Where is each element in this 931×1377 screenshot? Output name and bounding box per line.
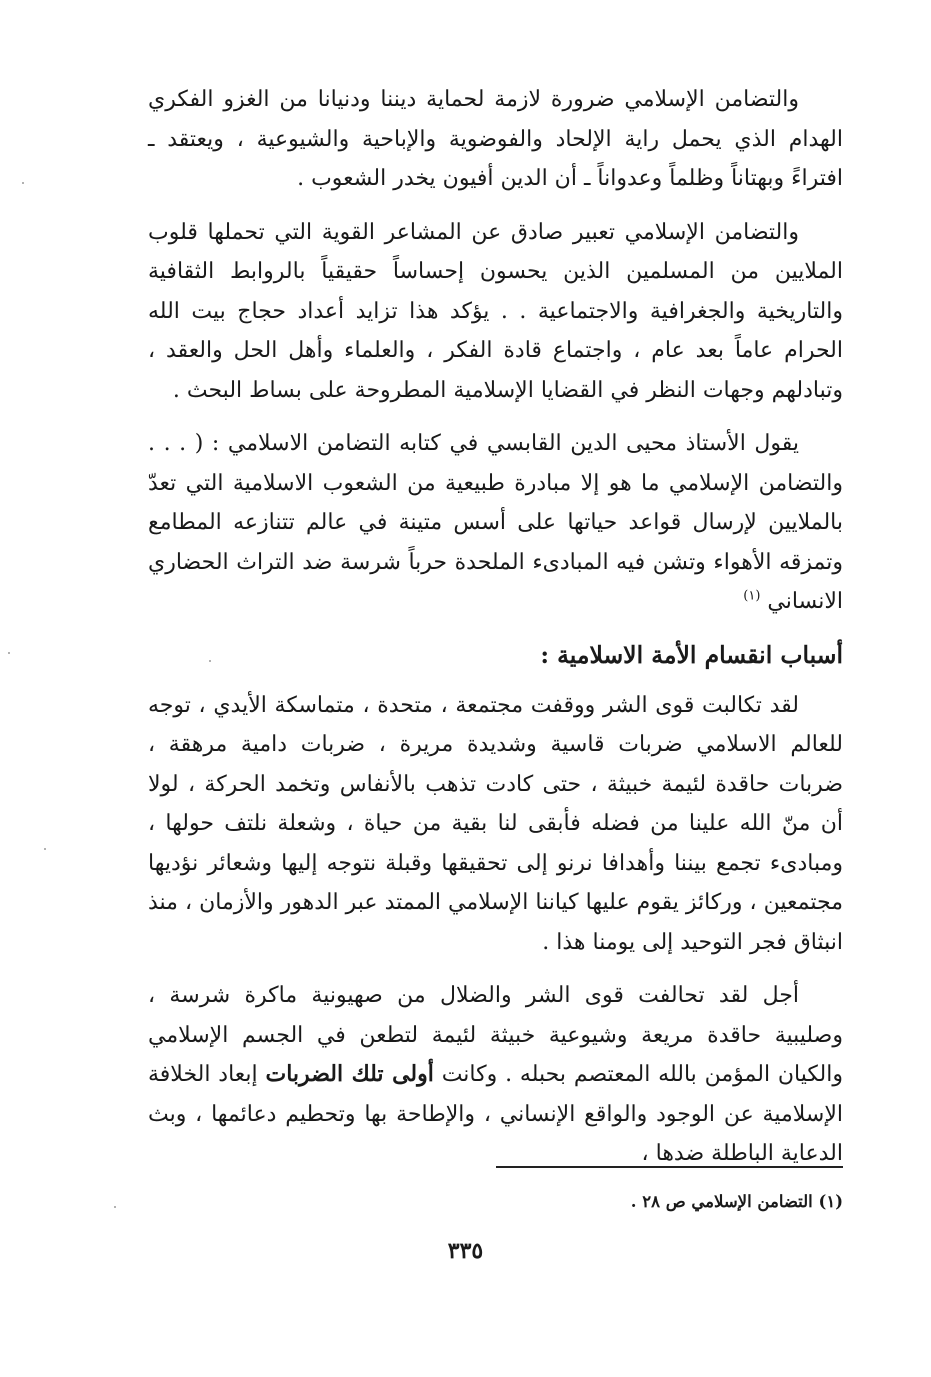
paragraph-5 [148,976,843,1174]
footnote-marker: (١) [818,1192,843,1211]
page-number: ٣٣٥ [447,1238,484,1264]
section-heading: أسباب انقسام الأمة الاسلامية : [540,640,843,669]
scan-speck [8,652,10,654]
paragraph-4-text: لقد تكالبت قوى الشر ووقفت مجتمعة ، متحدة ، متماسكة الأيدي ، توجه للعالم الاسلامي ضربات قاسية وشديدة مريرة ، ضربات دامية مرهقة ، ضربات حاقدة لئيمة خبيثة ، حتى كادت تذهب بالأنفاس وتخمد الحركة ، لولا أن منّ الله علينا من فضله فأبقى لنا بقية من حياة ، وشعلة نلتف حولها ، ومبادىء تجمع بيننا وأهدافا نرنو إلى تحقيقها وقبلة نتوجه إليها وشعائر نؤديها مجتمعين ، وركائز يقوم عليها كياننا الإسلامي الممتد عبر الدهور والأزمان ، منذ انبثاق فجر التوحيد إلى يومنا هذا . [148,692,843,955]
paragraph-4 [148,686,843,963]
scan-speck [22,182,24,184]
scan-speck [209,660,211,662]
footnote-text: التضامن الإسلامي ص ٢٨ . [630,1192,813,1211]
scan-speck [44,848,46,850]
paragraph-5-text-end: إبعاد الخلافة الإسلامية عن الوجود والواقع الإنساني ، والإطاحة بها وتحطيم دعائمها ، وبث الدعاية الباطلة ضدها ، [148,1062,843,1166]
paragraph-5-text-start: أجل لقد تحالفت قوى الشر والضلال من صهيونية ماكرة شرسة ، وصليبية حاقدة مريعة وشيوعية خبيثة لئيمة لتطعن في الجسم الإسلامي والكيان المؤمن بالله المعتصم بحبله . وكانت [148,983,843,1087]
paragraph-1-text: والتضامن الإسلامي ضرورة لازمة لحماية ديننا ودنيانا من الغزو الفكري الهدام الذي يحمل راية الإلحاد والفوضوية والإباحية والشيوعية ، ويعتقد ـ افتراءً وبهتاناً وظلماً وعدواناً ـ أن الدين أفيون يخدر الشعوب . [148,87,843,191]
footnote [631,1190,843,1214]
paragraph-2-text: والتضامن الإسلامي تعبير صادق عن المشاعر القوية التي تحملها قلوب الملايين من المسلمين الذين يحسون إحساساً حقيقياً بالروابط الثقافية والتاريخية والجغرافية والاجتماعية . . يؤكد هذا تزايد أعداد حجاج بيت الله الحرام عاماً بعد عام ، واجتماع قادة الفكر ، والعلماء وأهل الحل والعقد ، وتبادلهم وجهات النظر في القضايا الإسلامية المطروحة على بساط البحث . [148,219,843,403]
footnote-divider [496,1166,843,1168]
scan-speck [114,1206,116,1208]
paragraph-3-quote [148,424,843,622]
paragraph-1 [148,80,843,199]
page-body [148,80,843,1188]
paragraph-2 [148,213,843,411]
paragraph-3-text: يقول الأستاذ محيى الدين القابسي في كتابه التضامن الاسلامي : ( . . . والتضامن الإسلامي ما هو إلا مبادرة طبيعية من الشعوب الاسلامية التي تعدّ بالملايين لإرسال قواعد حياتها على أسس متينة في عالم تتنازعه المطامع وتمزقه الأهواء وتشن فيه المبادىء الملحدة حرباً شرسة ضد التراث الحضاري الانساني [148,431,843,614]
footnote-reference[interactable]: (١) [743,588,761,604]
paragraph-5-emphasis: أولى تلك الضربات [265,1061,434,1087]
